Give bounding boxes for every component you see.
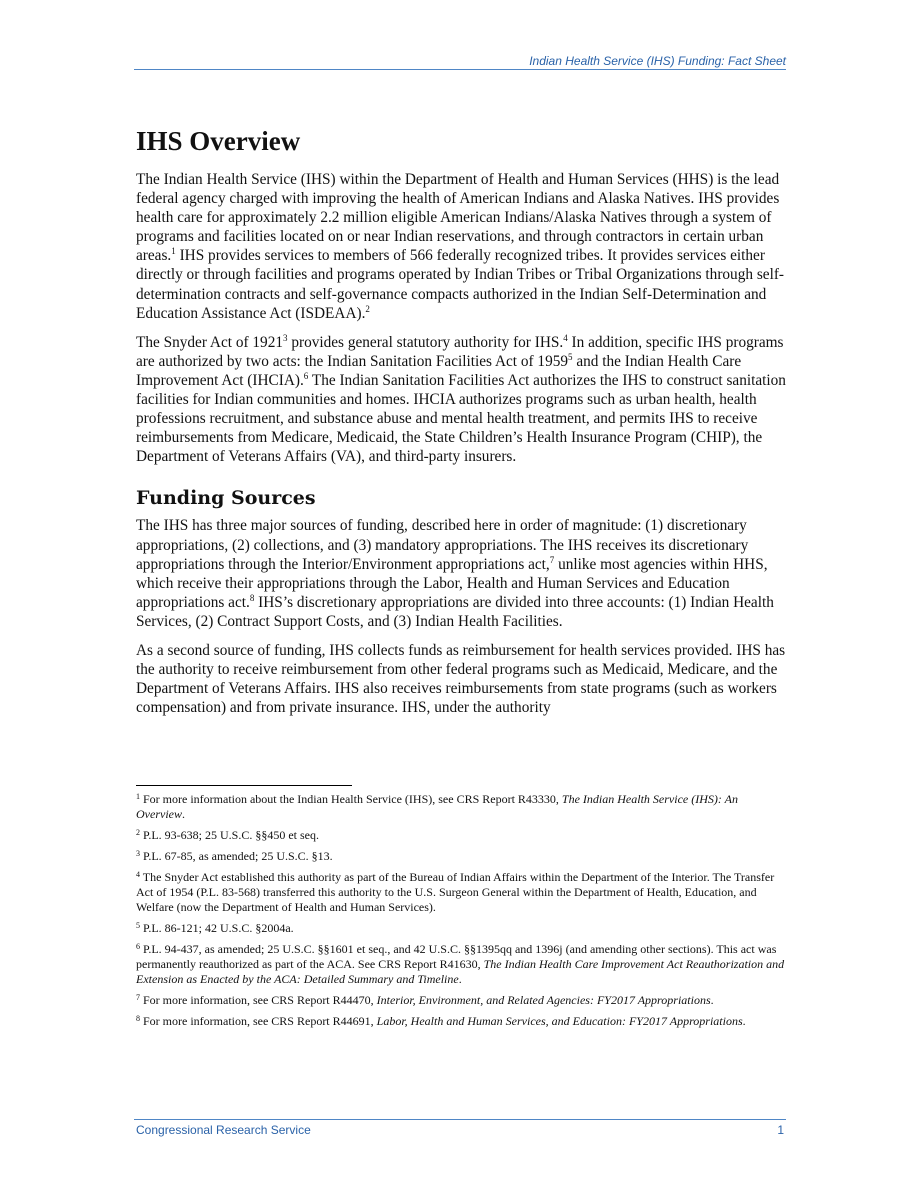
page-footer xyxy=(136,1123,786,1137)
text-run: The Snyder Act of 1921 xyxy=(136,333,283,351)
footnote-text: P.L. 94-437, as amended; 25 U.S.C. §§1601 et seq., and 42 U.S.C. §§1395qq and 1396j (and amending other sections). This act was permanently reauthorized as part of the ACA. See CRS Report R41630, xyxy=(136,942,777,971)
page-number: 1 xyxy=(777,1123,784,1137)
footnote-end: . xyxy=(181,807,185,821)
footnote-5 xyxy=(136,921,786,936)
footnote-title: The Indian Health Care Improvement Act Reauthorization and Extension as Enacted by the ACA: Detailed Summary and Timeline xyxy=(136,957,785,986)
footnote-number: 4 xyxy=(136,870,140,879)
text-run: The Indian Health Service (IHS) within the Department of Health and Human Services (HHS) is the lead federal agency charged with improving the health of American Indians and Alaska Natives. IHS provides health care for approximately 2.2 million eligible American Indians/Alaska Natives through a system of programs and facilities located on or near Indian reservations, and through contractors in certain urban areas. xyxy=(136,171,780,265)
footnote-text: P.L. 67-85, as amended; 25 U.S.C. §13. xyxy=(143,849,333,863)
footnote-end: . xyxy=(458,972,462,986)
footnote-number: 5 xyxy=(136,921,140,930)
footnotes xyxy=(136,792,786,1035)
footnote-4 xyxy=(136,870,786,915)
text-run: provides general statutory authority for IHS. xyxy=(287,333,564,351)
footnote-end: . xyxy=(742,1014,746,1028)
footnote-number: 1 xyxy=(136,792,140,801)
footnote-text: For more information, see CRS Report R44470, xyxy=(143,993,377,1007)
footnote-ref[interactable]: 1 xyxy=(171,246,176,257)
header-rule xyxy=(134,69,786,70)
footnote-1 xyxy=(136,792,786,822)
funding-paragraph-1 xyxy=(136,516,786,631)
footnote-ref[interactable]: 2 xyxy=(365,303,370,314)
footnote-text: P.L. 93-638; 25 U.S.C. §§450 et seq. xyxy=(143,828,320,842)
footnote-number: 3 xyxy=(136,849,140,858)
footnote-number: 2 xyxy=(136,828,140,837)
text-run: unlike most agencies within HHS, which receive their appropriations through the Labor, Health and Human Services and Education appropriations act. xyxy=(136,555,768,611)
overview-paragraph-1 xyxy=(136,170,786,323)
section-heading-overview: IHS Overview xyxy=(136,126,301,156)
footnote-title: The Indian Health Service (IHS): An Overview xyxy=(136,792,738,821)
footnote-ref[interactable]: 7 xyxy=(549,554,555,565)
footnote-ref[interactable]: 5 xyxy=(568,351,573,362)
footnote-number: 6 xyxy=(136,942,140,951)
footnote-title: Labor, Health and Human Services, and Education: FY2017 Appropriations xyxy=(376,1014,743,1028)
footnote-title: Interior, Environment, and Related Agencies: FY2017 Appropriations xyxy=(376,993,711,1007)
overview-paragraph-2 xyxy=(136,333,786,467)
footnote-end: . xyxy=(710,993,714,1007)
text-run: IHS’s discretionary appropriations are divided into three accounts: (1) Indian Health Services, (2) Contract Support Costs, and (3) Indian Health Facilities. xyxy=(136,593,774,630)
footnote-text: For more information, see CRS Report R44691, xyxy=(143,1014,377,1028)
text-run: and the Indian Health Care Improvement Act (IHCIA). xyxy=(136,352,742,389)
footnote-7 xyxy=(136,993,786,1008)
text-run: In addition, specific IHS programs are authorized by two acts: the Indian Sanitation Facilities Act of 1959 xyxy=(136,333,784,370)
footnote-ref[interactable]: 4 xyxy=(563,332,568,343)
text-run: The IHS has three major sources of funding, described here in order of magnitude: (1) discretionary appropriations, (2) collections, and (3) mandatory appropriations. The IHS receives its discretionary appropriations through the Interior/Environment appropriations act, xyxy=(136,517,749,573)
footnote-number: 8 xyxy=(136,1014,140,1023)
footnote-2 xyxy=(136,828,786,843)
footnote-text: The Snyder Act established this authority as part of the Bureau of Indian Affairs within the Department of the Interior. The Transfer Act of 1954 (P.L. 83-568) transferred this authority to the U.S. Surgeon General within the Department of Health, Education, and Welfare (now the Department of Health and Human Services). xyxy=(136,870,775,914)
footnote-3 xyxy=(136,849,786,864)
footnote-ref[interactable]: 3 xyxy=(283,332,288,343)
text-run: The Indian Sanitation Facilities Act authorizes the IHS to construct sanitation facilities for Indian communities and homes. IHCIA authorizes programs such as urban health, health professions recruitment, and substance abuse and mental health treatment, and permits IHS to receive reimbursements from Medicare, Medicaid, the State Children’s Health Insurance Program (CHIP), the Department of Veterans Affairs (VA), and third-party insurers. xyxy=(136,371,786,466)
footer-org: Congressional Research Service xyxy=(136,1123,311,1137)
text-run: IHS provides services to members of 566 federally recognized tribes. It provides services either directly or through facilities and programs operated by Indian Tribes or Tribal Organizations through self-determination contracts and self-governance compacts authorized in the Indian Self-Determination and Education Assistance Act (ISDEAA). xyxy=(136,247,785,322)
funding-paragraph-2: As a second source of funding, IHS collects funds as reimbursement for health services provided. IHS has the authority to receive reimbursement from other federal programs such as Medicaid, Medicare, and the Department of Veterans Affairs. IHS also receives reimbursements from state programs (such as workers compensation) and from private insurance. IHS, under the authority xyxy=(136,641,786,717)
footer-rule xyxy=(134,1119,786,1120)
footnote-ref[interactable]: 6 xyxy=(303,370,309,381)
footnote-text: P.L. 86-121; 42 U.S.C. §2004a. xyxy=(143,921,294,935)
section-heading-funding: Funding Sources xyxy=(136,487,316,510)
main-content xyxy=(136,124,786,727)
footnote-number: 7 xyxy=(136,993,140,1002)
footnote-ref[interactable]: 8 xyxy=(249,592,255,603)
footnote-separator xyxy=(136,785,352,786)
footnote-text: For more information about the Indian Health Service (IHS), see CRS Report R43330, xyxy=(143,792,562,806)
footnote-8 xyxy=(136,1014,786,1029)
running-header-title: Indian Health Service (IHS) Funding: Fact Sheet xyxy=(529,54,786,68)
footnote-6 xyxy=(136,942,786,987)
